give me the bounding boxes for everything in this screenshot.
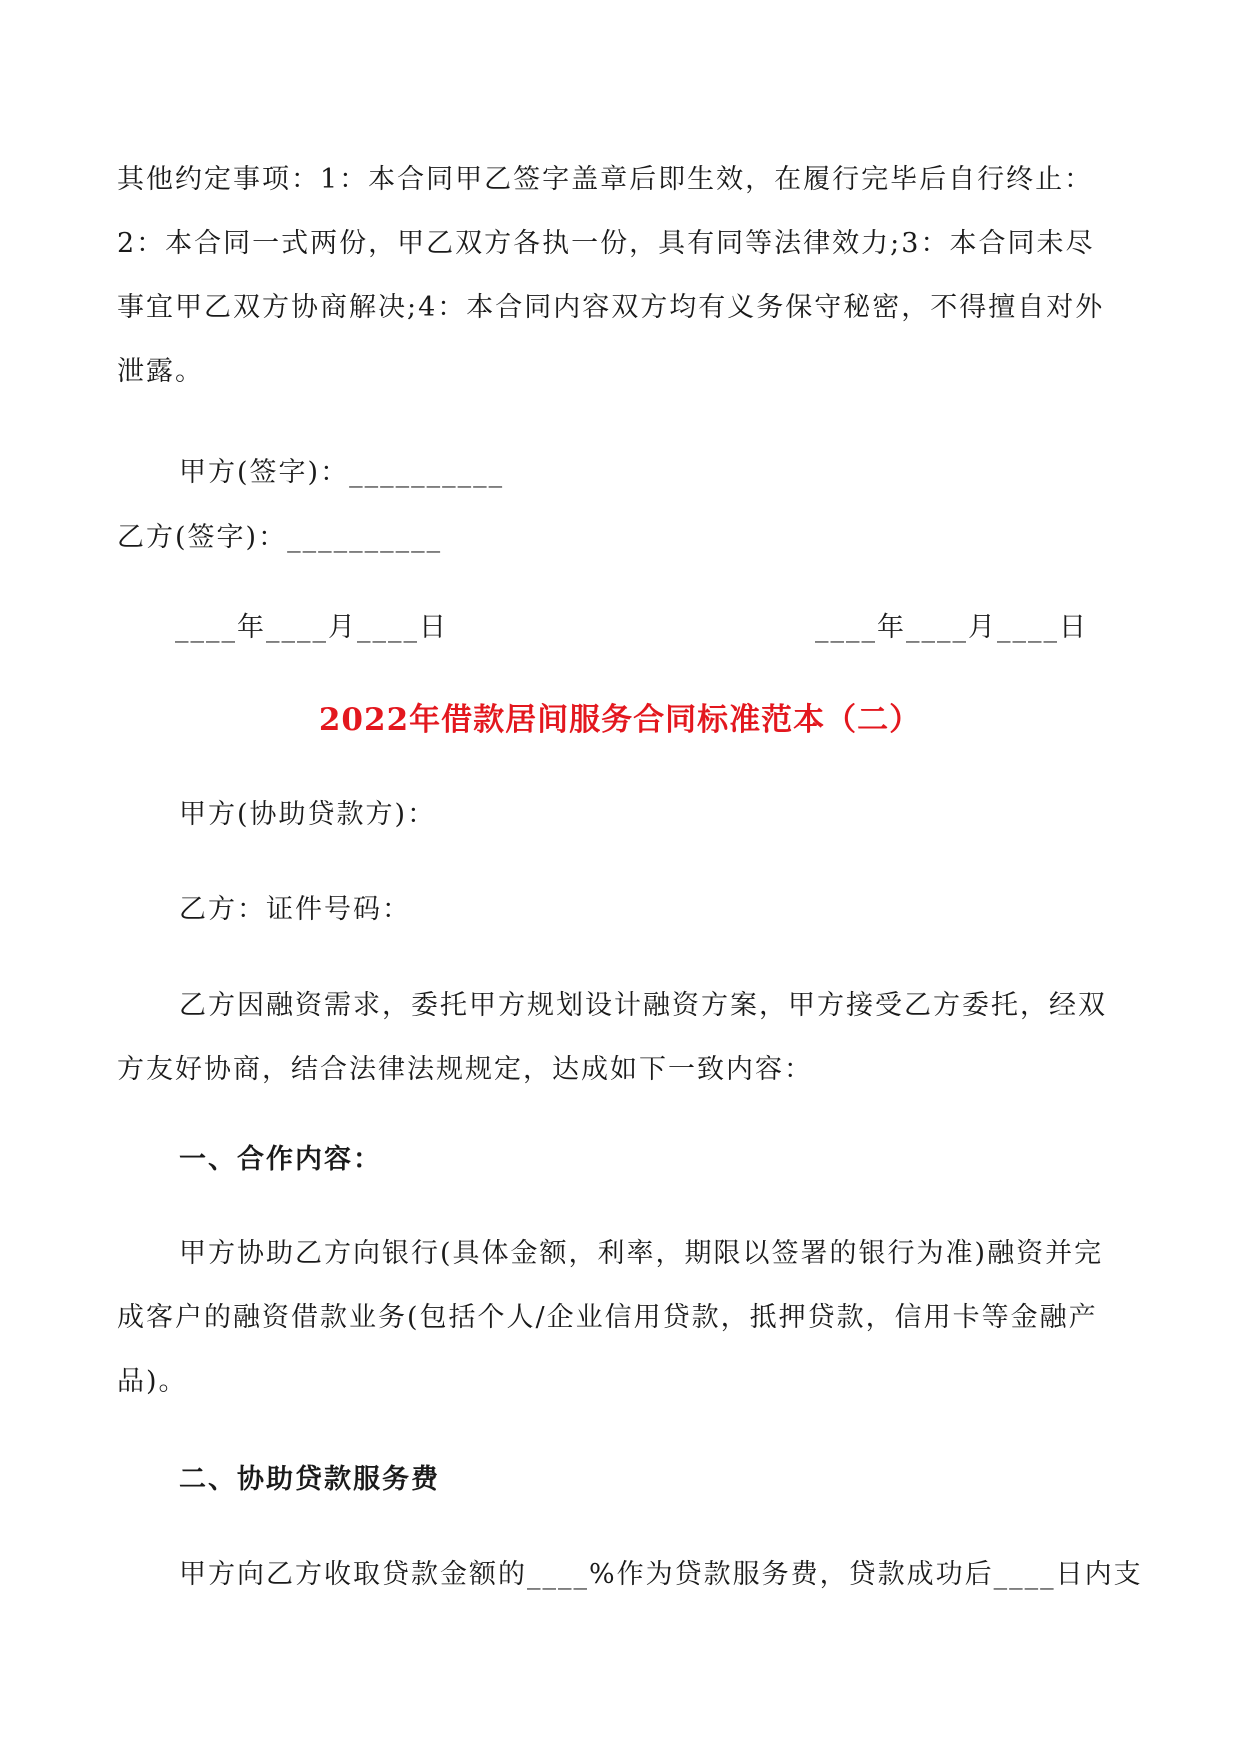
party-a-signature-line: 甲方(签字)：__________ bbox=[179, 457, 505, 488]
section-2-body: 甲方向乙方收取贷款金额的____%作为贷款服务费，贷款成功后____日内支 bbox=[179, 1559, 1143, 1590]
party-a-assist-label: 甲方(协助贷款方)： bbox=[179, 799, 437, 830]
section-1-body: 甲方协助乙方向银行(具体金额，利率，期限以签署的银行为准)融资并完成客户的融资借款业务(包括个人/企业信用贷款，抵押贷款，信用卡等金融产品)。 bbox=[117, 1238, 1104, 1397]
section-2-heading: 二、协助贷款服务费 bbox=[179, 1464, 440, 1495]
document-title: 2022年借款居间服务合同标准范本（二） bbox=[318, 702, 922, 738]
party-b-signature-line: 乙方(签字)：__________ bbox=[117, 522, 443, 553]
paragraph-other-terms: 其他约定事项：1：本合同甲乙签字盖章后即生效，在履行完毕后自行终止：2：本合同一式两份，甲乙双方各执一份，具有同等法律效力;3：本合同未尽事宜甲乙双方协商解决;4：本合同内容双方均有义务保守秘密，不得擅自对外泄露。 bbox=[117, 164, 1105, 387]
section-1-heading: 一、合作内容： bbox=[179, 1144, 382, 1175]
paragraph-intro: 乙方因融资需求，委托甲方规划设计融资方案，甲方接受乙方委托，经双方友好协商，结合法律法规规定，达成如下一致内容： bbox=[117, 990, 1107, 1085]
date-line-left: ____年____月____日 bbox=[175, 612, 448, 643]
date-line-right: ____年____月____日 bbox=[815, 612, 1088, 643]
party-b-id-label: 乙方：证件号码： bbox=[179, 894, 411, 925]
